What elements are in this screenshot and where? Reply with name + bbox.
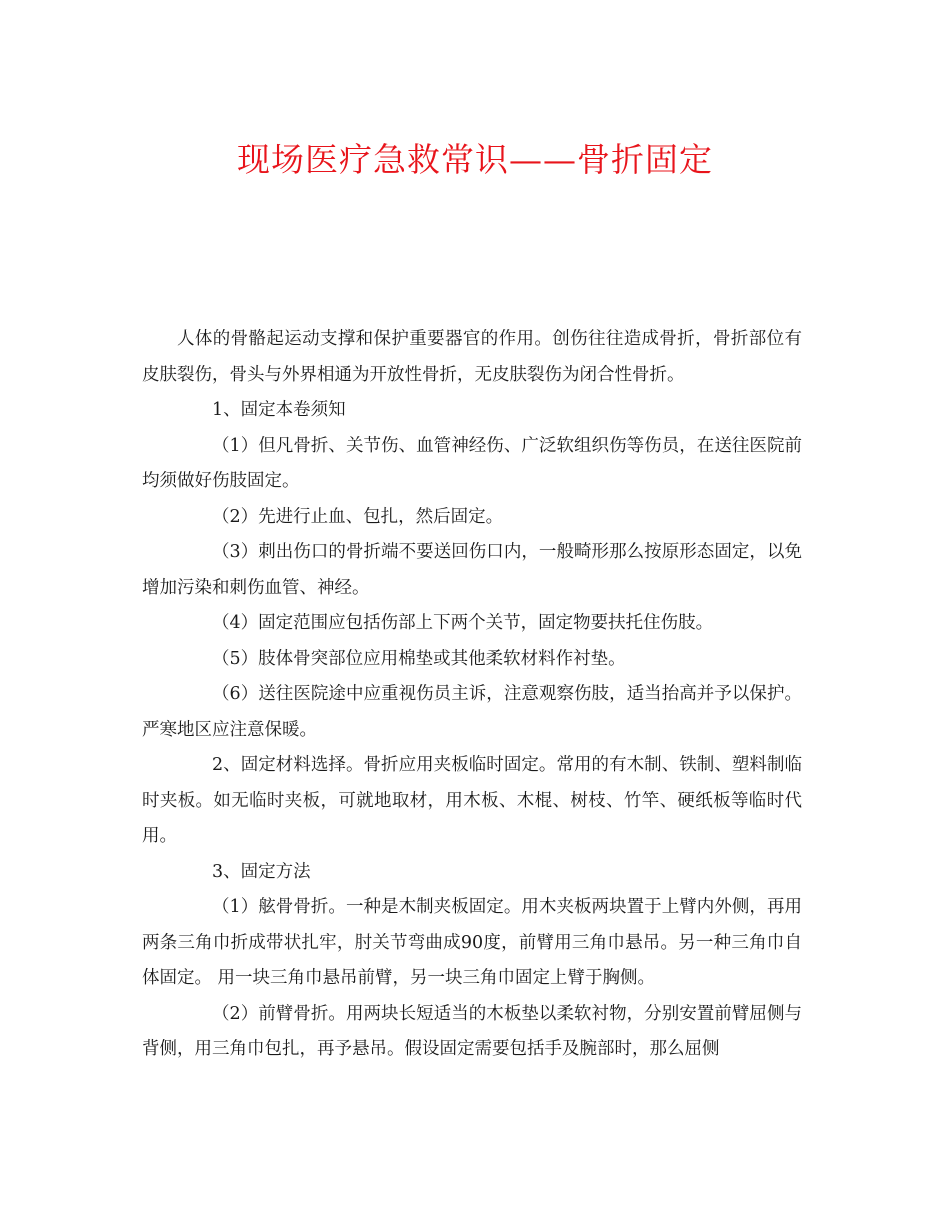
list-item: （1）舷骨骨折。一种是木制夹板固定。用木夹板两块置于上臂内外侧，再用两条三角巾折成带状扎牢，肘关节弯曲成90度，前臂用三角巾悬吊。另一种三角巾自体固定。 用一块三角巾悬吊前臂，另一块三角巾固定上臂于胸侧。 [142, 897, 802, 988]
list-item: （2）前臂骨折。用两块长短适当的木板垫以柔软衬物，分别安置前臂屈侧与背侧，用三角巾包扎，再予悬吊。假设固定需要包括手及腕部时，那么屈侧 [142, 1003, 802, 1059]
section-heading-1: 1、固定本卷须知 [212, 400, 346, 420]
list-item: （6）送往医院途中应重视伤员主诉，注意观察伤肢，适当抬高并予以保护。严寒地区应注意保暖。 [142, 684, 802, 740]
section-heading-3: 3、固定方法 [212, 861, 311, 882]
list-item: （3）刺出伤口的骨折端不要送回伤口内，一般畸形那么按原形态固定，以免增加污染和刺伤血管、神经。 [142, 542, 802, 598]
list-item: （1）但凡骨折、关节伤、血管神经伤、广泛软组织伤等伤员，在送往医院前均须做好伤肢固定。 [142, 435, 802, 491]
list-item: （5）肢体骨突部位应用棉垫或其他柔软材料作衬垫。 [212, 648, 626, 669]
list-item: （2）先进行止血、包扎，然后固定。 [212, 506, 504, 527]
list-item: （4）固定范围应包括伤部上下两个关节，固定物要扶托住伤肢。 [212, 613, 714, 633]
document-body [142, 322, 802, 1068]
paragraph-intro: 人体的骨骼起运动支撑和保护重要器官的作用。创伤往往造成骨折，骨折部位有皮肤裂伤，骨头与外界相通为开放性骨折，无皮肤裂伤为闭合性骨折。 [142, 329, 802, 385]
document-title: 现场医疗急救常识——骨折固定 [237, 140, 713, 179]
section-heading-2: 2、固定材料选择。骨折应用夹板临时固定。常用的有木制、铁制、塑料制临时夹板。如无临时夹板，可就地取材，用木板、木棍、树枝、竹竿、硬纸板等临时代用。 [142, 755, 802, 846]
